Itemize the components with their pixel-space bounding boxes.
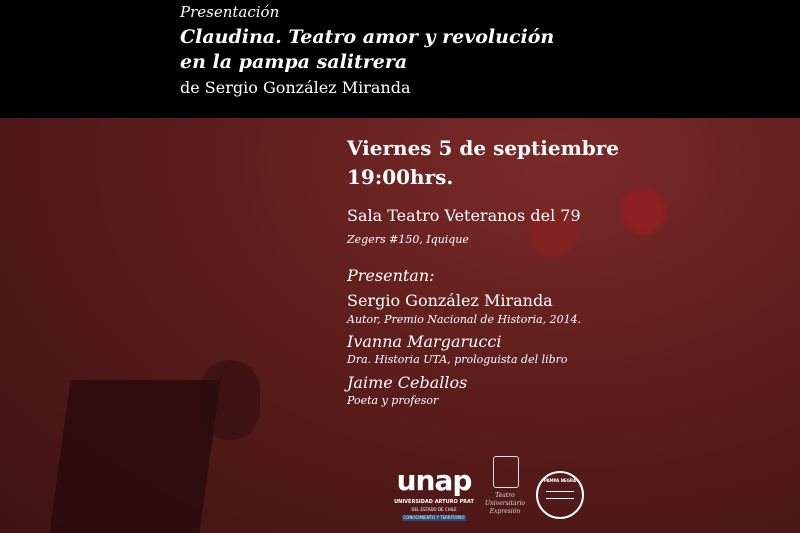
presenter-role: Dra. Historia UTA, prologuista del libro [347,353,568,366]
author: de Sergio González Miranda [180,78,411,97]
event-venue: Sala Teatro Veteranos del 79 [347,206,581,225]
unap-logo [392,466,476,528]
presenter-name: Sergio González Miranda [347,291,553,310]
event-address: Zegers #150, Iquique [347,233,469,246]
title-line-1: Claudina. Teatro amor y revolución [180,26,555,48]
event-date: Viernes 5 de septiembre [347,136,620,160]
silhouette-decoration [49,380,221,533]
unap-tagline: CONOCIMIENTO Y TERRITORIO [403,515,465,520]
unap-name: UNIVERSIDAD ARTURO PRAT [394,499,474,505]
pampa-negra-logo [536,471,584,519]
teatro-logo [478,456,532,528]
unap-mark: unap [396,464,472,497]
teatro-emblem-icon [493,456,519,488]
title-line-2: en la pampa salitrera [180,51,408,73]
silhouette-decoration [200,360,260,440]
event-time: 19:00hrs. [347,165,454,189]
presenter-name: Jaime Ceballos [347,373,468,392]
presenter-role: Poeta y profesor [347,394,439,407]
mountains-icon [546,491,574,499]
teatro-name: Teatro Universitario Expresión [484,492,526,515]
pampa-name: PAMPA NEGRA [543,478,577,483]
kicker: Presentación [180,3,280,21]
presenter-name: Ivanna Margarucci [347,332,502,351]
presenter-role: Autor, Premio Nacional de Historia, 2014. [347,313,582,326]
red-dot-decoration [620,188,666,234]
unap-sub: DEL ESTADO DE CHILE [411,507,457,512]
presenters-heading: Presentan: [347,266,435,285]
